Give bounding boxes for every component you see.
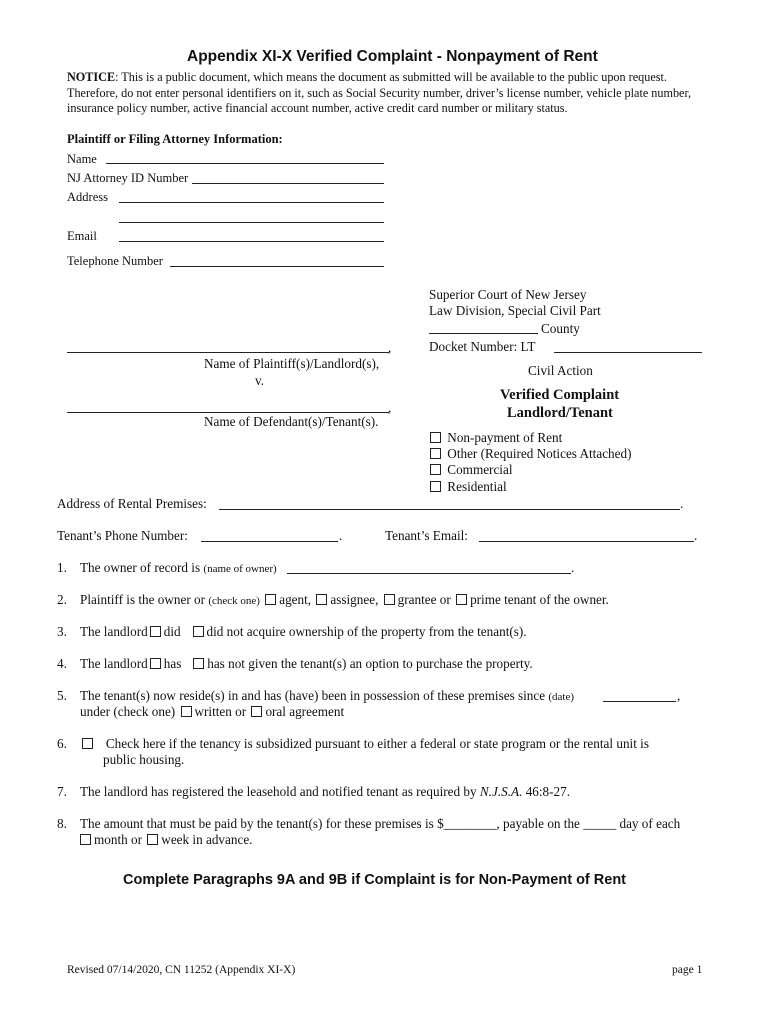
premises-label: Address of Rental Premises: [57, 496, 207, 511]
address-field-1[interactable] [119, 202, 384, 203]
para-6-number: 6. [57, 736, 67, 751]
possession-date-field[interactable] [603, 701, 676, 702]
case-type-label: Commercial [447, 462, 513, 477]
para-1-end: . [571, 560, 575, 575]
month-checkbox[interactable] [80, 834, 91, 845]
para-6-text: Check here if the tenancy is subsidized pursuant to either a federal or state program or the rental unit is [105, 736, 649, 751]
defendant-comma: , [388, 400, 392, 415]
docket-label: Docket Number: LT [429, 339, 536, 354]
para-8-text: The amount that must be paid by the tenant(s) for these premises is $________, payable on the _____ day of each [80, 816, 681, 831]
para-7-statute: N.J.S.A. [479, 784, 523, 799]
para-1 [80, 560, 277, 576]
county-field[interactable] [429, 333, 538, 334]
para-5-hint: (date) [548, 691, 575, 703]
case-type-other[interactable] [428, 446, 632, 462]
has-not-checkbox[interactable] [193, 658, 204, 669]
grantee-checkbox[interactable] [384, 594, 395, 605]
plaintiff-name-label: Name of Plaintiff(s)/Landlord(s), [204, 356, 380, 371]
para-4 [80, 656, 533, 672]
case-type-label: Residential [447, 479, 507, 494]
tenant-phone-label: Tenant’s Phone Number: [57, 528, 188, 543]
telephone-label: Telephone Number [67, 254, 163, 268]
has-checkbox[interactable] [150, 658, 161, 669]
court-division: Law Division, Special Civil Part [429, 303, 601, 318]
para-7-number: 7. [57, 784, 67, 799]
complaint-subtitle: Landlord/Tenant [507, 405, 613, 421]
para-7-text: The landlord has registered the leasehold and notified tenant as required by [80, 784, 480, 799]
name-field[interactable] [106, 163, 384, 164]
prime-tenant-label: prime tenant of the owner. [470, 592, 609, 607]
month-label: month or [94, 832, 142, 847]
did-not-checkbox[interactable] [193, 626, 204, 637]
tenant-email-label: Tenant’s Email: [385, 528, 468, 543]
checkbox[interactable] [430, 464, 441, 475]
tenant-email-end: . [694, 528, 698, 543]
versus-label: v. [255, 373, 265, 388]
address-label: Address [67, 190, 108, 204]
para-5 [80, 688, 574, 704]
has-not-label: has not given the tenant(s) an option to purchase the property. [207, 656, 533, 671]
para-8-line2 [78, 832, 252, 848]
attorney-id-label: NJ Attorney ID Number [67, 171, 189, 185]
defendant-name-field[interactable] [67, 412, 389, 413]
para-4-number: 4. [57, 656, 67, 671]
attorney-id-field[interactable] [192, 183, 384, 184]
has-label: has [163, 656, 182, 671]
page-number: page 1 [672, 964, 703, 976]
county-label: County [541, 321, 580, 336]
tenant-email-field[interactable] [479, 541, 694, 542]
para-2-number: 2. [57, 592, 67, 607]
revision-note: Revised 07/14/2020, CN 11252 (Appendix XI-X) [67, 964, 296, 976]
court-name: Superior Court of New Jersey [429, 287, 587, 302]
para-5-text2: under (check one) [80, 704, 176, 719]
plaintiff-name-field[interactable] [67, 352, 389, 353]
tenant-phone-end: . [339, 528, 343, 543]
week-checkbox[interactable] [147, 834, 158, 845]
assignee-label: assignee, [330, 592, 379, 607]
para-5-number: 5. [57, 688, 67, 703]
page-title: Appendix XI-X Verified Complaint - Nonpayment of Rent [187, 48, 598, 65]
tenant-phone-field[interactable] [201, 541, 338, 542]
para-2-text: Plaintiff is the owner or [80, 592, 209, 607]
para-1-text: The owner of record is [80, 560, 204, 575]
case-type-residential[interactable] [428, 479, 507, 495]
premises-field[interactable] [219, 509, 680, 510]
case-type-label: Other (Required Notices Attached) [447, 446, 632, 461]
para-7-text2: 46:8-27. [522, 784, 571, 799]
section-heading: Complete Paragraphs 9A and 9B if Complaint is for Non-Payment of Rent [123, 872, 627, 888]
checkbox[interactable] [430, 481, 441, 492]
para-2-hint: (check one) [208, 595, 260, 607]
agent-checkbox[interactable] [265, 594, 276, 605]
notice-text: : This is a public document, which means the document as submitted will be available to the public upon request. Therefore, do not enter personal identifiers on it, such as Social Security number, driver’s license number, vehicle plate number, insurance policy number, active financial account number, active credit card number or military status. [67, 70, 692, 116]
docket-field[interactable] [554, 352, 702, 353]
plaintiff-comma: , [388, 340, 392, 355]
premises-end: . [680, 496, 684, 511]
para-3 [80, 624, 527, 640]
complaint-title: Verified Complaint [500, 387, 620, 403]
para-3-number: 3. [57, 624, 67, 639]
did-label: did [163, 624, 181, 639]
case-type-nonpayment[interactable] [428, 430, 562, 446]
civil-action-label: Civil Action [528, 363, 593, 378]
notice-paragraph [67, 70, 707, 117]
subsidized-checkbox[interactable] [82, 738, 93, 749]
grantee-label: grantee or [397, 592, 451, 607]
did-checkbox[interactable] [150, 626, 161, 637]
address-field-2[interactable] [119, 222, 384, 223]
telephone-field[interactable] [170, 266, 384, 267]
oral-label: oral agreement [265, 704, 345, 719]
para-6-text2: public housing. [103, 752, 185, 767]
para-5-line2 [80, 704, 344, 720]
para-7 [80, 784, 570, 800]
written-checkbox[interactable] [181, 706, 192, 717]
para-2 [80, 592, 609, 608]
defendant-name-label: Name of Defendant(s)/Tenant(s). [204, 414, 379, 429]
case-type-commercial[interactable] [428, 462, 512, 478]
week-label: week in advance. [161, 832, 253, 847]
plaintiff-info-heading: Plaintiff or Filing Attorney Information: [67, 132, 283, 146]
prime-tenant-checkbox[interactable] [456, 594, 467, 605]
checkbox[interactable] [430, 448, 441, 459]
name-label: Name [67, 152, 97, 166]
para-5-text: The tenant(s) now reside(s) in and has (have) been in possession of these premises since [80, 688, 549, 703]
para-3-text: The landlord [80, 624, 148, 639]
oral-checkbox[interactable] [251, 706, 262, 717]
para-8-number: 8. [57, 816, 67, 831]
para-6 [80, 736, 649, 752]
owner-name-field[interactable] [287, 573, 571, 574]
assignee-checkbox[interactable] [316, 594, 327, 605]
written-label: written or [194, 704, 247, 719]
did-not-label: did not acquire ownership of the property from the tenant(s). [206, 624, 527, 639]
email-label: Email [67, 229, 97, 243]
email-field[interactable] [119, 241, 384, 242]
checkbox[interactable] [430, 432, 441, 443]
para-4-text: The landlord [80, 656, 148, 671]
notice-label: NOTICE [67, 70, 116, 84]
agent-label: agent, [279, 592, 312, 607]
case-type-label: Non-payment of Rent [447, 430, 563, 445]
para-1-number: 1. [57, 560, 67, 575]
para-5-end: , [677, 688, 681, 703]
para-1-hint: (name of owner) [203, 563, 277, 575]
